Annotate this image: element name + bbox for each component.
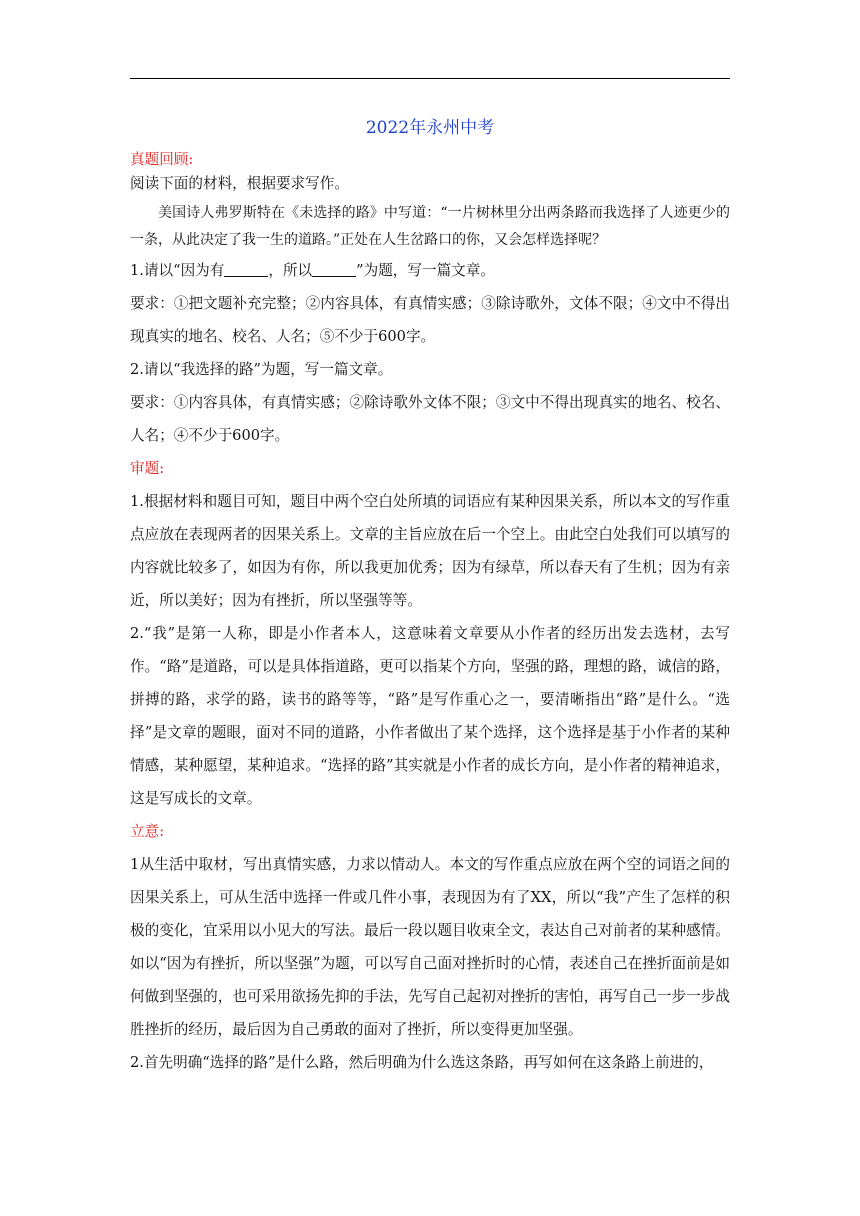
document-title: 2022年永州中考	[365, 118, 495, 138]
header-rule	[130, 78, 730, 79]
review-intro: 阅读下面的材料，根据要求写作。	[130, 175, 349, 192]
requirements-1: 要求：①把文题补充完整；②内容具体，有真情实感；③除诗歌外，文体不限；④文中不得出现真实的地名、校名、人名；⑤不少于600字。	[130, 295, 730, 345]
analysis-paragraph-2: 2.“我”是第一人称，即是小作者本人，这意味着文章要从小作者的经历出发去选材，去写作。“路”是道路，可以是具体指道路，更可以指某个方向，坚强的路，理想的路，诚信的路，拼搏的路，求学的路，读书的路等等，“路”是写作重心之一，要清晰指出“路”是什么。“选择”是文章的题眼，面对不同的道路，小作者做出了某个选择，这个选择是基于小作者的某种情感，某种愿望，某种追求。“选择的路”其实就是小作者的成长方向，是小作者的精神追求，这是写成长的文章。	[130, 625, 730, 807]
concept-paragraph-1: 1从生活中取材，写出真情实感，力求以情动人。本文的写作重点应放在两个空的词语之间的因果关系上，可从生活中选择一件或几件小事，表现因为有了XX，所以“我”产生了怎样的积极的变化，宜采用以小见大的写法。最后一段以题目收束全文，表达自己对前者的某种感情。如以“因为有挫折，所以坚强”为题，可以写自己面对挫折时的心情，表述自己在挫折面前是如何做到坚强的，也可采用欲扬先抑的手法，先写自己起初对挫折的害怕，再写自己一步一步战胜挫折的经历，最后因为自己勇敢的面对了挫折，所以变得更加坚强。	[130, 856, 730, 1038]
review-heading: 真题回顾:	[130, 151, 194, 168]
document-body	[130, 110, 730, 1079]
prompt-2: 2.请以“我选择的路”为题，写一篇文章。	[130, 361, 393, 378]
analysis-heading: 审题:	[130, 460, 165, 477]
concept-paragraph-2: 2.首先明确“选择的路”是什么路，然后明确为什么选这条路，再写如何在这条路上前进的，	[130, 1054, 714, 1071]
prompt-1-blank-1	[224, 261, 268, 277]
requirements-2: 要求：①内容具体，有真情实感；②除诗歌外文体不限；③文中不得出现真实的地名、校名、人名；④不少于600字。	[130, 394, 730, 444]
review-material: 美国诗人弗罗斯特在《未选择的路》中写道：“一片树林里分出两条路而我选择了人迹更少的一条，从此决定了我一生的道路。”正处在人生岔路口的你，又会怎样选择呢？	[130, 205, 730, 248]
prompt-1-part-b: ，所以	[268, 262, 313, 279]
prompt-1-part-a: 1.请以“因为有	[130, 262, 225, 279]
analysis-paragraph-1: 1.根据材料和题目可知，题目中两个空白处所填的词语应有某种因果关系，所以本文的写作重点应放在表现两者的因果关系上。文章的主旨应放在后一个空上。由此空白处我们可以填写的内容就比较多了，如因为有你，所以我更加优秀；因为有绿草，所以春天有了生机；因为有亲近，所以美好；因为有挫折，所以坚强等等。	[130, 493, 730, 609]
prompt-1-part-c: ”为题，写一篇文章。	[356, 262, 495, 279]
prompt-1	[130, 254, 730, 287]
prompt-1-blank-2	[312, 261, 356, 277]
concept-heading: 立意:	[130, 823, 165, 840]
